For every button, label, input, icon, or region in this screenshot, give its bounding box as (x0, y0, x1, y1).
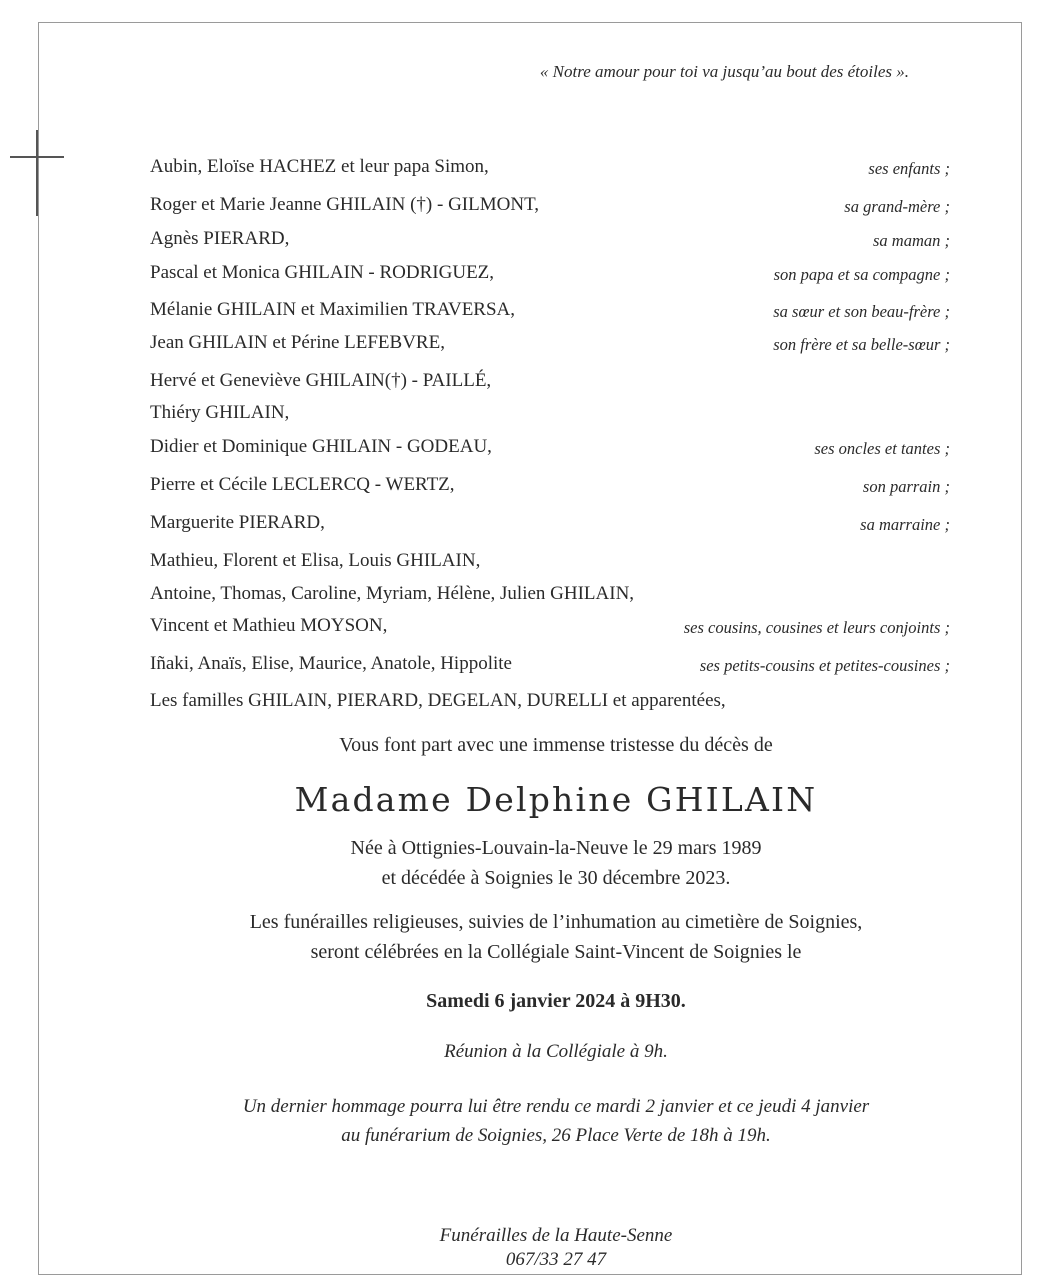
epigraph-quote: « Notre amour pour toi va jusqu’au bout des étoiles ». (539, 62, 909, 81)
family-member-names: Pascal et Monica GHILAIN - RODRIGUEZ, (150, 262, 495, 283)
reunion-note: Réunion à la Collégiale à 9h. (444, 1041, 668, 1062)
family-relation: ses enfants ; (868, 159, 950, 178)
family-member-names: Mélanie GHILAIN et Maximilien TRAVERSA, (150, 299, 516, 320)
death-line: et décédée à Soignies le 30 décembre 2023. (381, 867, 731, 889)
family-relation: ses oncles et tantes ; (814, 439, 950, 458)
family-relation: sa grand-mère ; (844, 197, 950, 216)
family-relation: son parrain ; (862, 477, 950, 496)
family-relation: son frère et sa belle-sœur ; (773, 335, 950, 354)
cross-icon-bar (10, 156, 64, 158)
family-member-names: Pierre et Cécile LECLERCQ - WERTZ, (150, 474, 455, 495)
homage-line-2: au funérarium de Soignies, 26 Place Verte de 18h à 19h. (341, 1125, 771, 1146)
family-member-names: Aubin, Eloïse HACHEZ et leur papa Simon, (150, 156, 489, 177)
family-member-names: Marguerite PIERARD, (150, 512, 325, 533)
funeral-date: Samedi 6 janvier 2024 à 9H30. (426, 990, 686, 1012)
cross-icon (36, 130, 38, 216)
family-member-names: Vincent et Mathieu MOYSON, (150, 615, 388, 636)
undertaker-phone: 067/33 27 47 (505, 1249, 607, 1270)
announcement: Vous font part avec une immense tristesse du décès de (339, 734, 773, 756)
family-relation: sa maman ; (873, 231, 950, 250)
family-member-names: Hervé et Geneviève GHILAIN(†) - PAILLÉ, (150, 370, 492, 391)
family-member-names: Mathieu, Florent et Elisa, Louis GHILAIN, (150, 550, 481, 571)
family-member-names: Les familles GHILAIN, PIERARD, DEGELAN, DURELLI et apparentées, (150, 690, 726, 711)
family-relation: ses petits-cousins et petites-cousines ; (699, 656, 950, 675)
family-relation: son papa et sa compagne ; (773, 265, 950, 284)
family-member-names: Agnès PIERARD, (150, 228, 290, 249)
homage-line-1: Un dernier hommage pourra lui être rendu ce mardi 2 janvier et ce jeudi 4 janvier (242, 1096, 870, 1117)
funeral-line-2: seront célébrées en la Collégiale Saint-Vincent de Soignies le (310, 941, 802, 963)
funeral-line-1: Les funérailles religieuses, suivies de l’inhumation au cimetière de Soignies, (249, 911, 863, 933)
family-relation: sa sœur et son beau-frère ; (773, 302, 950, 321)
family-member-names: Roger et Marie Jeanne GHILAIN (†) - GILMONT, (150, 194, 540, 215)
family-member-names: Jean GHILAIN et Périne LEFEBVRE, (150, 332, 445, 353)
family-member-names: Iñaki, Anaïs, Elise, Maurice, Anatole, Hippolite (150, 653, 512, 674)
family-member-names: Antoine, Thomas, Caroline, Myriam, Hélène, Julien GHILAIN, (150, 583, 635, 604)
family-member-names: Thiéry GHILAIN, (150, 402, 290, 423)
undertaker-name: Funérailles de la Haute-Senne (439, 1225, 673, 1246)
family-member-names: Didier et Dominique GHILAIN - GODEAU, (150, 436, 492, 457)
family-relation: sa marraine ; (860, 515, 950, 534)
deceased-name: Madame Delphine GHILAIN (294, 780, 818, 819)
birth-line: Née à Ottignies-Louvain-la-Neuve le 29 mars 1989 (350, 837, 762, 859)
family-relation: ses cousins, cousines et leurs conjoints ; (683, 618, 950, 637)
